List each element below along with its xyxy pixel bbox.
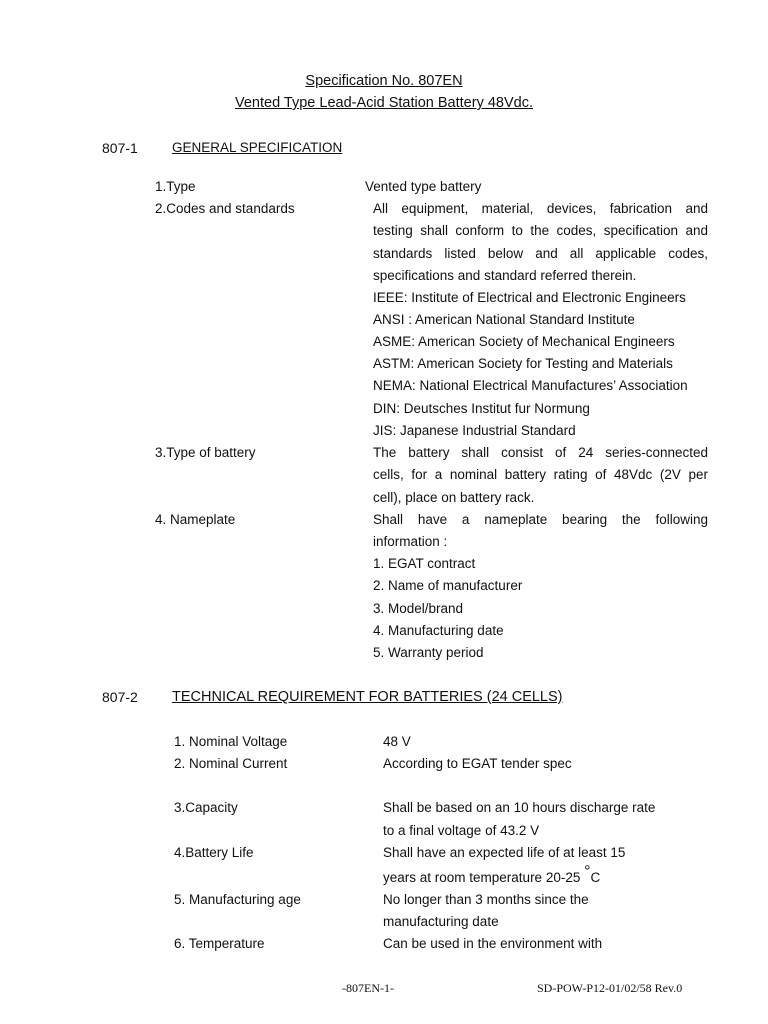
manufacturing-age-label: 5. Manufacturing age: [174, 892, 301, 907]
standard-item: ASTM: American Society for Testing and Materials: [373, 356, 673, 371]
nominal-current-value: According to EGAT tender spec: [383, 756, 572, 771]
battery-type-text-line: cells, for a nominal battery rating of 48Vdc (2V per: [373, 467, 708, 482]
nameplate-text-line: information :: [373, 534, 448, 549]
nameplate-item: 1. EGAT contract: [373, 556, 476, 571]
capacity-value-line: Shall be based on an 10 hours discharge rate: [383, 800, 656, 815]
degree-symbol: °: [584, 862, 591, 880]
battery-life-value-line: Shall have an expected life of at least 15: [383, 845, 626, 860]
battery-type-label: 3.Type of battery: [155, 445, 256, 460]
battery-life-label: 4.Battery Life: [174, 845, 254, 860]
standard-item: JIS: Japanese Industrial Standard: [373, 423, 576, 438]
standard-item: DIN: Deutsches Institut fur Normung: [373, 401, 590, 416]
battery-type-text-line: cell), place on battery rack.: [373, 490, 535, 505]
type-value: Vented type battery: [365, 179, 482, 194]
battery-life-value-line: [383, 862, 601, 889]
standard-item: NEMA: National Electrical Manufactures’ Association: [373, 378, 688, 393]
spec-title: Vented Type Lead-Acid Station Battery 48Vdc.: [235, 95, 533, 111]
section-2-number: 807-2: [102, 689, 138, 705]
standard-item: IEEE: Institute of Electrical and Electronic Engineers: [373, 290, 686, 305]
standard-item: ANSI : American National Standard Institute: [373, 312, 635, 327]
nameplate-item: 3. Model/brand: [373, 601, 464, 616]
nameplate-text-line: Shall have a nameplate bearing the following: [373, 512, 708, 527]
codes-text-line: standards listed below and all applicable codes,: [373, 246, 708, 261]
section-1-title: GENERAL SPECIFICATION: [172, 140, 343, 155]
nominal-current-label: 2. Nominal Current: [174, 756, 288, 771]
page-number: -807EN-1-: [342, 981, 394, 995]
codes-text-line: testing shall conform to the codes, specification and: [373, 223, 708, 238]
codes-text-line: All equipment, material, devices, fabrication and: [373, 201, 708, 216]
temperature-label: 6. Temperature: [174, 936, 265, 951]
nominal-voltage-label: 1. Nominal Voltage: [174, 734, 288, 749]
nominal-voltage-value: 48 V: [383, 734, 411, 749]
section-2-title: TECHNICAL REQUIREMENT FOR BATTERIES (24 CELLS): [172, 689, 563, 705]
nameplate-label: 4. Nameplate: [155, 512, 236, 527]
manufacturing-age-value-line: No longer than 3 months since the: [383, 892, 589, 907]
section-1-number: 807-1: [102, 140, 138, 156]
capacity-label: 3.Capacity: [174, 800, 238, 815]
temperature-value: Can be used in the environment with: [383, 936, 603, 951]
codes-text-line: specifications and standard referred therein.: [373, 268, 637, 283]
capacity-value-line: to a final voltage of 43.2 V: [383, 823, 540, 838]
manufacturing-age-value-line: manufacturing date: [383, 914, 499, 929]
spec-number-title: Specification No. 807EN: [305, 73, 463, 89]
codes-label: 2.Codes and standards: [155, 201, 295, 216]
battery-type-text-line: The battery shall consist of 24 series-connected: [373, 445, 708, 460]
nameplate-item: 4. Manufacturing date: [373, 623, 504, 638]
battery-life-text: years at room temperature 20-25: [383, 870, 585, 885]
nameplate-item: 2. Name of manufacturer: [373, 578, 523, 593]
type-label: 1.Type: [155, 179, 196, 194]
document-reference: SD-POW-P12-01/02/58 Rev.0: [537, 981, 683, 995]
temperature-unit: C: [590, 870, 601, 885]
nameplate-item: 5. Warranty period: [373, 645, 484, 660]
standard-item: ASME: American Society of Mechanical Engineers: [373, 334, 675, 349]
